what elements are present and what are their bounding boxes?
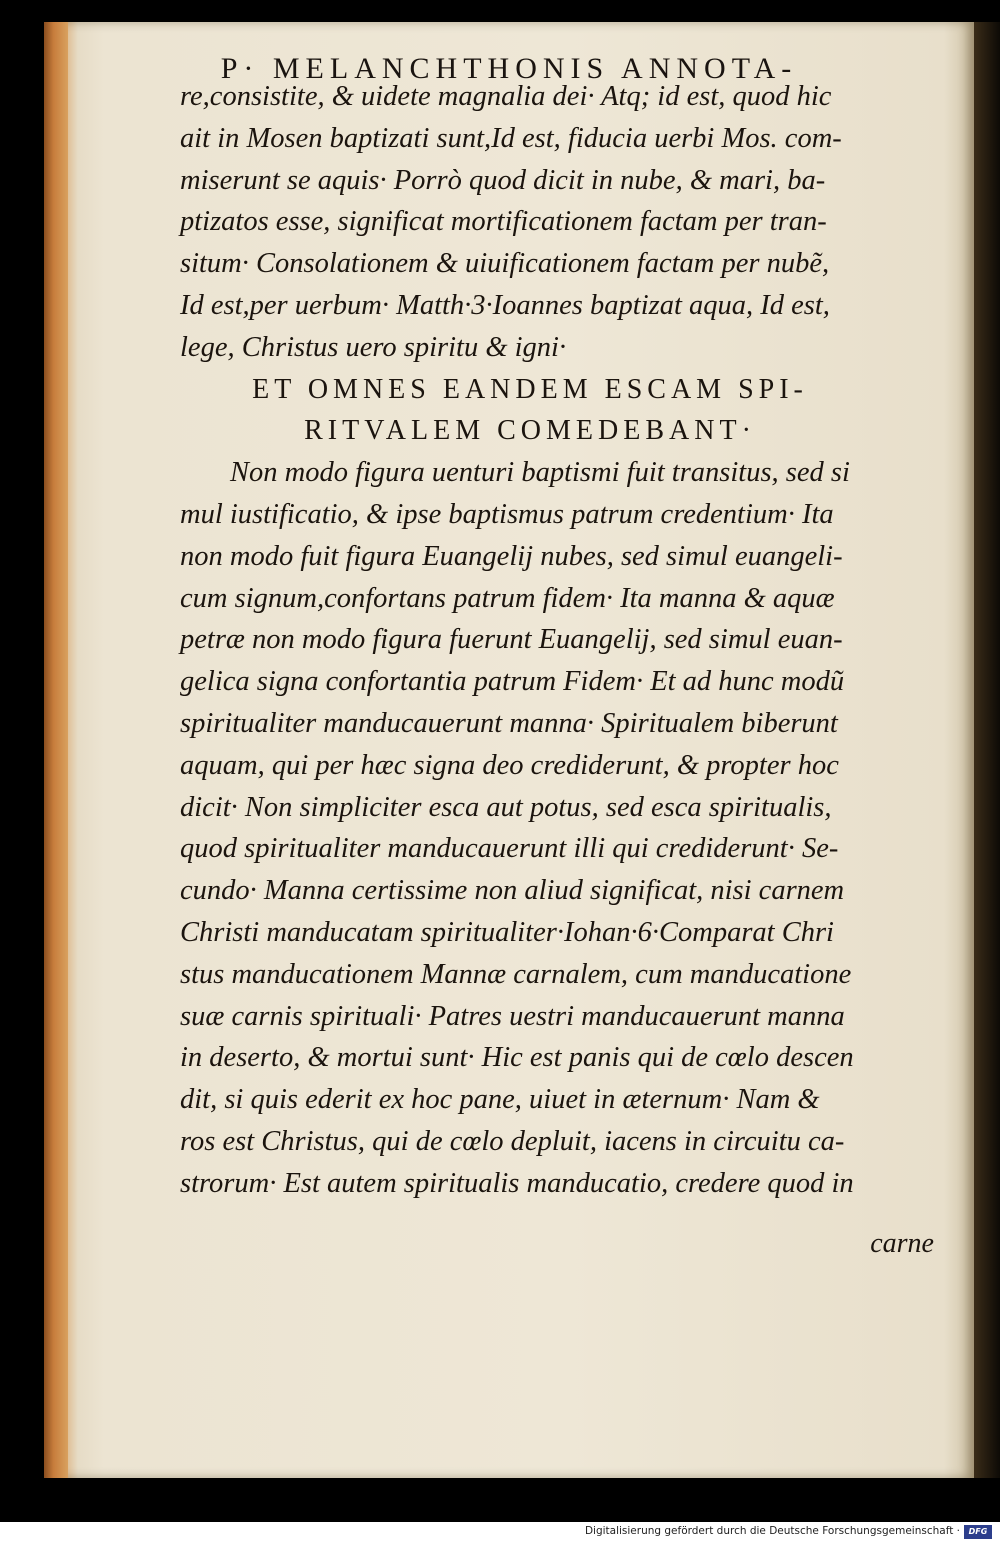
text-line: non modo fuit figura Euangelij nubes, sed simul euangeli- xyxy=(180,540,843,572)
section-heading-line: RITVALEM COMEDEBANT· xyxy=(304,415,756,447)
book-spine-edge xyxy=(44,22,68,1478)
text-line: ptizatos esse, significat mortificationem factam per tran- xyxy=(180,206,827,238)
page-edge-shadow xyxy=(974,22,1000,1478)
text-line: dit, si quis ederit ex hoc pane, uiuet in æternum· Nam & xyxy=(180,1084,820,1116)
text-line: suæ carnis spirituali· Patres uestri manducauerunt manna xyxy=(180,1000,845,1032)
dfg-logo-icon: DFG xyxy=(964,1525,992,1539)
section-heading-line: ET OMNES EANDEM ESCAM SPI- xyxy=(252,373,808,405)
text-line: petræ non modo figura fuerunt Euangelij, sed simul euan- xyxy=(180,624,843,656)
text-line: aquam, qui per hæc signa deo crediderunt, & propter hoc xyxy=(180,749,839,781)
page-text-block xyxy=(180,76,940,1205)
text-line: miserunt se aquis· Porrò quod dicit in nube, & mari, ba- xyxy=(180,164,826,196)
footer-bar xyxy=(0,1522,1000,1543)
catchword: carne xyxy=(870,1228,934,1259)
footer-credit: Digitalisierung gefördert durch die Deutsche Forschungsgemeinschaft · xyxy=(584,1525,960,1537)
text-line: spiritualiter manducauerunt manna· Spiritualem biberunt xyxy=(180,707,838,739)
text-line: gelica signa confortantia patrum Fidem· Et ad hunc modũ xyxy=(180,666,845,698)
text-line: situm· Consolationem & uiuificationem factam per nubẽ, xyxy=(180,248,830,280)
text-line: ros est Christus, qui de cœlo depluit, iacens in circuitu ca- xyxy=(180,1125,845,1157)
text-line: Christi manducatam spiritualiter·Iohan·6·Comparat Chri xyxy=(180,916,834,948)
text-line: Non modo figura uenturi baptismi fuit transitus, sed si xyxy=(230,457,850,489)
text-line: cundo· Manna certissime non aliud significat, nisi carnem xyxy=(180,875,845,907)
text-line: ait in Mosen baptizati sunt,Id est, fiducia uerbi Mos. com- xyxy=(180,122,842,154)
text-line: in deserto, & mortui sunt· Hic est panis qui de cœlo descen xyxy=(180,1042,854,1074)
text-line: strorum· Est autem spiritualis manducatio, credere quod in xyxy=(180,1167,854,1199)
text-line: cum signum,confortans patrum fidem· Ita manna & aquæ xyxy=(180,582,835,614)
text-line: re,consistite, & uidete magnalia dei· Atq; id est, quod hic xyxy=(180,81,832,112)
running-head: P· MELANCHTHONIS ANNOTA- xyxy=(220,52,798,85)
text-line: mul iustificatio, & ipse baptismus patrum credentium· Ita xyxy=(180,498,834,530)
text-line: stus manducationem Mannæ carnalem, cum manducatione xyxy=(180,958,852,990)
text-line: Id est,per uerbum· Matth·3·Ioannes baptizat aqua, Id est, xyxy=(180,289,830,321)
text-line: quod spiritualiter manducauerunt illi qui crediderunt· Se- xyxy=(180,833,839,865)
text-line: lege, Christus uero spiritu & igni· xyxy=(180,331,567,363)
text-line: dicit· Non simpliciter esca aut potus, sed esca spiritualis, xyxy=(180,791,832,823)
